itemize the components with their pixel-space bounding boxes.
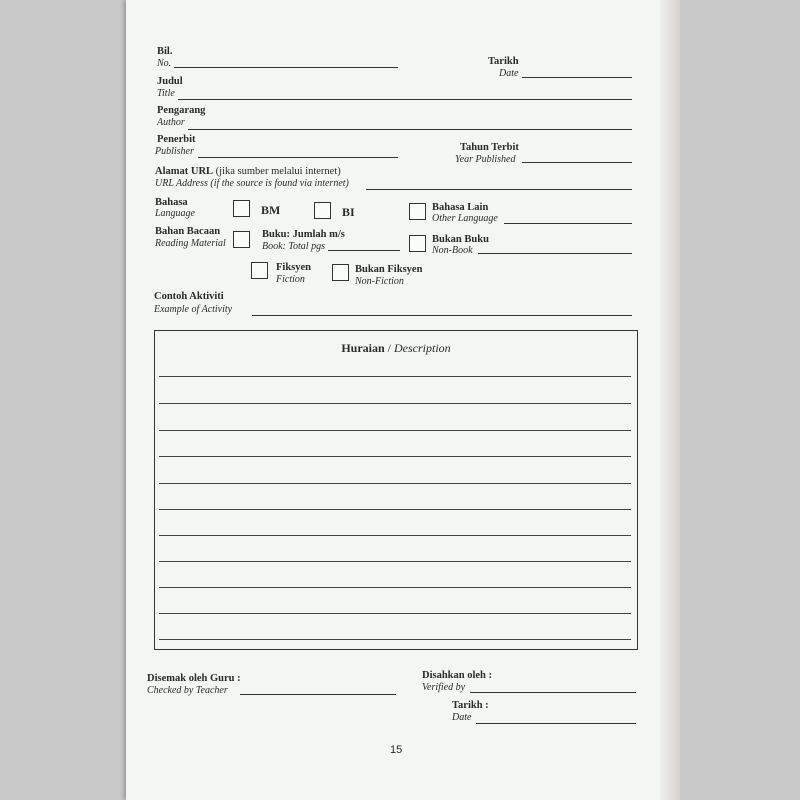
year-input-line[interactable] bbox=[522, 162, 632, 163]
checked-by-sub: Checked by Teacher bbox=[147, 685, 228, 696]
description-line[interactable] bbox=[159, 376, 631, 377]
url-sub: URL Address (if the source is found via internet) bbox=[155, 178, 349, 189]
footer-date-sub: Date bbox=[452, 712, 472, 723]
date-sub: Date bbox=[499, 68, 519, 79]
author-label: Pengarang bbox=[157, 105, 206, 116]
nonfiction-checkbox[interactable] bbox=[332, 264, 349, 281]
description-line[interactable] bbox=[159, 613, 631, 614]
no-sub: No. bbox=[157, 58, 172, 69]
description-line[interactable] bbox=[159, 535, 631, 536]
author-sub: Author bbox=[157, 117, 185, 128]
date-input-line[interactable] bbox=[522, 77, 632, 78]
title-label: Judul bbox=[157, 76, 183, 87]
verified-by-input-line[interactable] bbox=[470, 692, 636, 693]
other-language-input-line[interactable] bbox=[504, 223, 632, 224]
nonbook-sub: Non-Book bbox=[432, 245, 473, 256]
description-box[interactable] bbox=[154, 330, 638, 650]
nonbook-input-line[interactable] bbox=[478, 253, 632, 254]
description-line[interactable] bbox=[159, 430, 631, 431]
checked-by-input-line[interactable] bbox=[240, 694, 396, 695]
nonfiction-label: Bukan Fiksyen bbox=[355, 264, 423, 275]
description-title-italic: Description bbox=[394, 341, 451, 355]
language-label: Bahasa bbox=[155, 197, 188, 208]
verified-by-sub: Verified by bbox=[422, 682, 466, 693]
bm-label: BM bbox=[261, 203, 281, 217]
book-pages-input-line[interactable] bbox=[328, 250, 400, 251]
no-label: Bil. bbox=[157, 46, 173, 57]
description-line[interactable] bbox=[159, 456, 631, 457]
reading-label: Bahan Bacaan bbox=[155, 226, 221, 237]
url-label-note: (jika sumber melalui internet) bbox=[213, 166, 341, 177]
year-label: Tahun Terbit bbox=[460, 142, 519, 153]
nonbook-label: Bukan Buku bbox=[432, 234, 489, 245]
verified-by-label: Disahkan oleh : bbox=[422, 670, 493, 681]
publisher-sub: Publisher bbox=[155, 146, 194, 157]
book-label: Buku: Jumlah m/s bbox=[262, 229, 345, 240]
no-input-line[interactable] bbox=[174, 67, 398, 68]
date-label: Tarikh bbox=[488, 56, 519, 67]
bm-checkbox[interactable] bbox=[233, 200, 250, 217]
reading-sub: Reading Material bbox=[155, 238, 226, 249]
other-language-label: Bahasa Lain bbox=[432, 202, 489, 213]
title-sub: Title bbox=[157, 88, 175, 99]
activity-input-line[interactable] bbox=[252, 315, 632, 316]
description-title bbox=[155, 341, 637, 356]
description-line[interactable] bbox=[159, 639, 631, 640]
other-language-sub: Other Language bbox=[432, 213, 498, 224]
url-label: Alamat URL bbox=[155, 166, 214, 177]
bi-checkbox[interactable] bbox=[314, 202, 331, 219]
fiction-label: Fiksyen bbox=[276, 262, 312, 273]
footer-date-input-line[interactable] bbox=[476, 723, 636, 724]
year-sub: Year Published bbox=[455, 154, 516, 165]
footer-date-label: Tarikh : bbox=[452, 700, 489, 711]
page-number: 15 bbox=[390, 744, 403, 756]
url-label-row bbox=[155, 166, 341, 177]
publisher-input-line[interactable] bbox=[198, 157, 398, 158]
author-input-line[interactable] bbox=[188, 129, 632, 130]
bi-label: BI bbox=[342, 205, 355, 219]
activity-label: Contoh Aktiviti bbox=[154, 291, 224, 302]
description-title-bold: Huraian bbox=[341, 341, 385, 355]
nonbook-checkbox[interactable] bbox=[409, 235, 426, 252]
book-sub: Book: Total pgs bbox=[262, 241, 325, 252]
description-title-separator: / bbox=[384, 341, 394, 355]
description-line[interactable] bbox=[159, 509, 631, 510]
checked-by-label: Disemak oleh Guru : bbox=[147, 673, 241, 684]
fiction-sub: Fiction bbox=[276, 274, 305, 285]
page-edge bbox=[660, 0, 680, 800]
description-line[interactable] bbox=[159, 403, 631, 404]
description-line[interactable] bbox=[159, 483, 631, 484]
publisher-label: Penerbit bbox=[157, 134, 196, 145]
language-sub: Language bbox=[155, 208, 195, 219]
description-line[interactable] bbox=[159, 587, 631, 588]
description-line[interactable] bbox=[159, 561, 631, 562]
fiction-checkbox[interactable] bbox=[251, 262, 268, 279]
url-input-line[interactable] bbox=[366, 189, 632, 190]
book-checkbox[interactable] bbox=[233, 231, 250, 248]
nonfiction-sub: Non-Fiction bbox=[355, 276, 404, 287]
title-input-line[interactable] bbox=[178, 99, 632, 100]
activity-sub: Example of Activity bbox=[154, 304, 233, 315]
other-language-checkbox[interactable] bbox=[409, 203, 426, 220]
